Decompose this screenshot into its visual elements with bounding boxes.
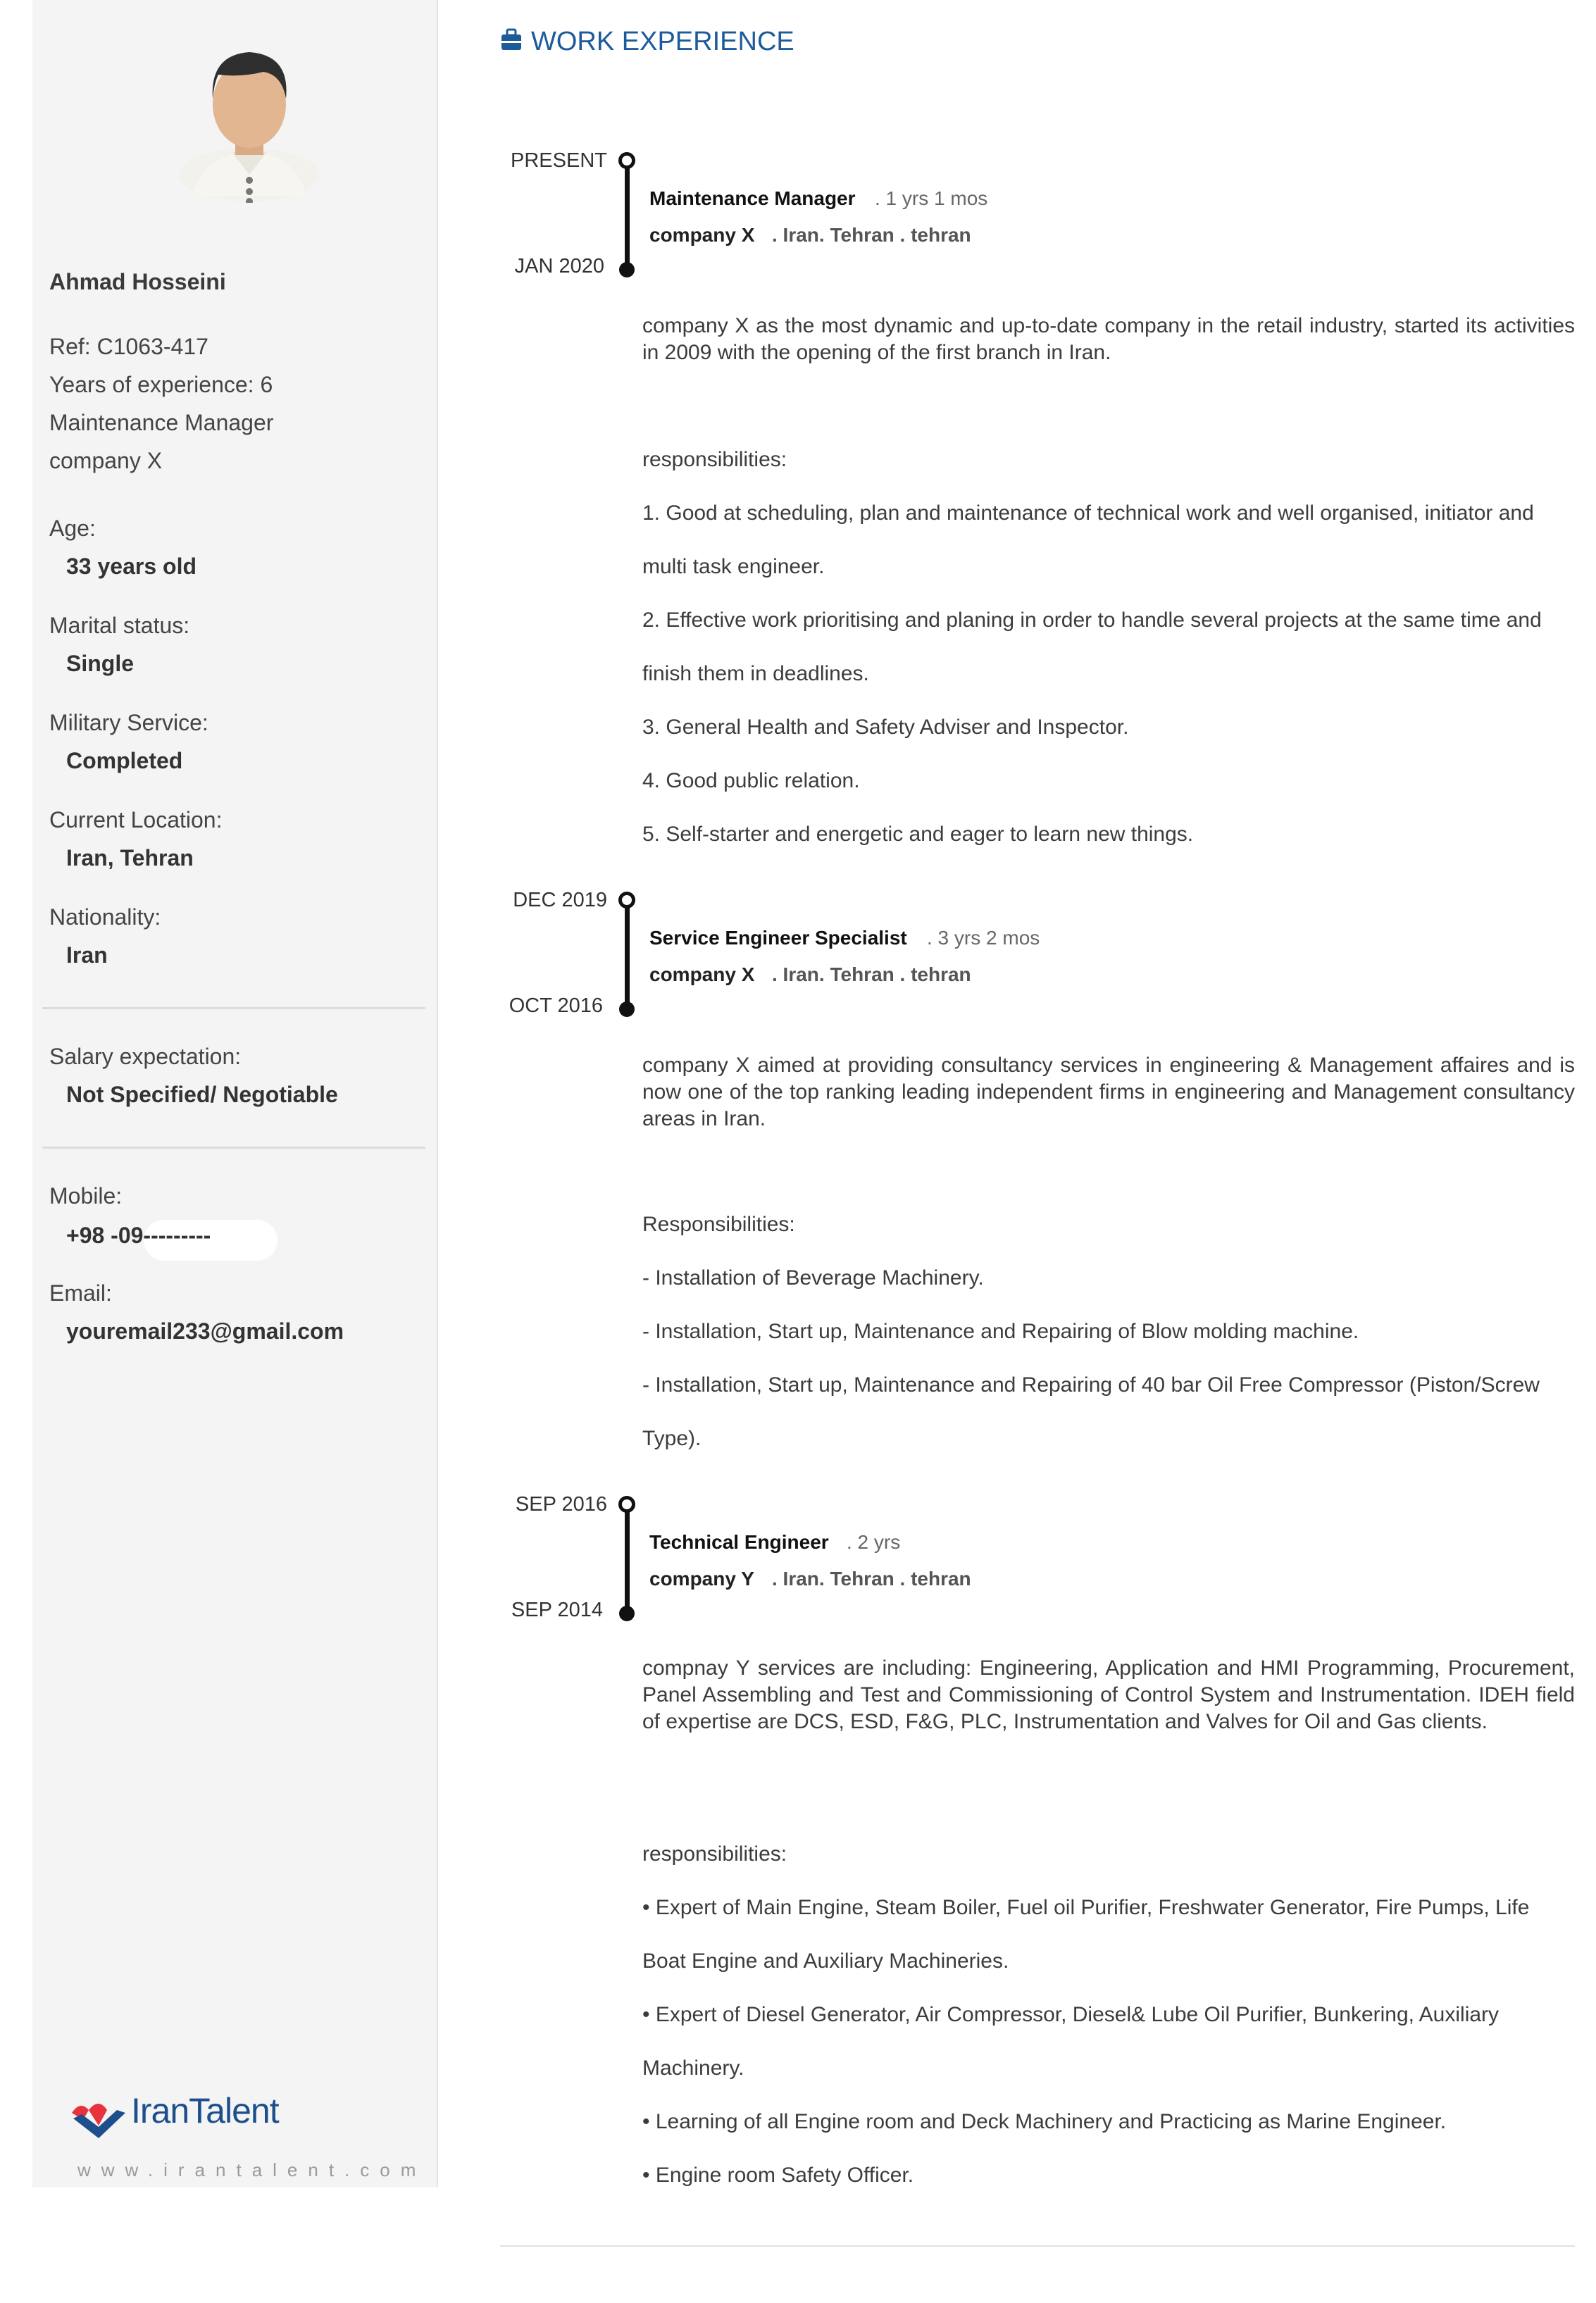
irantalent-logo-icon (68, 2092, 131, 2141)
profile-sidebar (32, 0, 438, 2187)
timeline-marker (617, 152, 637, 277)
military-service-label: Military Service: (49, 710, 208, 735)
location-value: Iran, Tehran (66, 845, 194, 870)
marital-status-value: Single (66, 651, 135, 676)
job-company: company X (649, 963, 755, 985)
job-line: • Expert of Main Engine, Steam Boiler, Fuel oil Purifier, Freshwater Generator, Fire Pumps, Life (642, 1896, 1530, 1919)
mobile-value: +98 -09--------- (66, 1223, 211, 1248)
job-line: - Installation of Beverage Machinery. (642, 1266, 984, 1290)
email-label: Email: (49, 1280, 112, 1306)
marital-status-label: Marital status: (49, 613, 190, 638)
timeline-marker (617, 1496, 637, 1621)
divider (42, 1007, 425, 1009)
email-value[interactable]: youremail233@gmail.com (66, 1318, 344, 1344)
job-title: Technical Engineer (649, 1531, 829, 1553)
salary-label: Salary expectation: (49, 1044, 242, 1069)
brand-name: IranTalent (131, 2091, 279, 2130)
job-end-date: DEC 2019 (513, 889, 607, 911)
salary-value: Not Specified/ Negotiable (66, 1082, 338, 1107)
nationality-value: Iran (66, 942, 108, 968)
job-line: 5. Self-starter and energetic and eager to learn new things. (642, 823, 1194, 846)
job-description: company X as the most dynamic and up-to-date company in the retail industry, started its activities in 2009 with the opening of the first branch in Iran. (642, 314, 1575, 364)
job-line: - Installation, Start up, Maintenance and Repairing of Blow molding machine. (642, 1320, 1359, 1343)
nationality-label: Nationality: (49, 904, 161, 930)
location-label: Current Location: (49, 807, 223, 832)
job-line: 1. Good at scheduling, plan and maintenance of technical work and well organised, initiator and (642, 501, 1534, 525)
job-line: • Learning of all Engine room and Deck Machinery and Practicing as Marine Engineer. (642, 2110, 1447, 2133)
job-line: • Expert of Diesel Generator, Air Compressor, Diesel& Lube Oil Purifier, Bunkering, Auxiliary (642, 2003, 1500, 2026)
job-line: Type). (642, 1427, 702, 1450)
avatar (158, 34, 341, 203)
age-value: 33 years old (66, 554, 197, 579)
timeline-marker (617, 892, 637, 1017)
years-of-experience: Years of experience: 6 (49, 372, 273, 397)
job-end-date: SEP 2016 (515, 1493, 607, 1516)
job-company: company Y (649, 1568, 754, 1590)
section-title: WORK EXPERIENCE (531, 27, 794, 56)
job-start-date: SEP 2014 (511, 1599, 603, 1621)
candidate-name: Ahmad Hosseini (49, 269, 226, 294)
mobile-label: Mobile: (49, 1183, 123, 1209)
job-duration: . 1 yrs 1 mos (875, 187, 988, 209)
job-description: compnay Y services are including: Engineering, Application and HMI Programming, Procurement, Panel Assembling and Test and Commissioning of Control System and Instrumentation. IDEH field of expertise are DCS, ESD, F&G, PLC, Instrumentation and Valves for Oil and Gas clients. (642, 1656, 1575, 1733)
job-location: . Iran. Tehran . tehran (772, 1568, 971, 1590)
job-line: • Engine room Safety Officer. (642, 2164, 914, 2187)
job-title: Maintenance Manager (649, 187, 856, 209)
current-position: Maintenance Manager (49, 410, 274, 435)
job-line: 2. Effective work prioritising and planing in order to handle several projects at the same time and (642, 608, 1542, 632)
job-line: responsibilities: (642, 448, 787, 471)
military-service-value: Completed (66, 748, 183, 773)
current-company: company X (49, 448, 163, 473)
age-label: Age: (49, 516, 96, 541)
job-line: Responsibilities: (642, 1213, 795, 1236)
job-line: responsibilities: (642, 1842, 787, 1866)
job-duration: . 3 yrs 2 mos (927, 927, 1040, 949)
job-line: finish them in deadlines. (642, 662, 869, 685)
job-line: - Installation, Start up, Maintenance and Repairing of 40 bar Oil Free Compressor (Piston/Screw (642, 1373, 1540, 1397)
job-start-date: OCT 2016 (509, 994, 603, 1017)
bottom-divider (500, 2245, 1575, 2247)
job-line: 4. Good public relation. (642, 769, 860, 792)
job-line: multi task engineer. (642, 555, 825, 578)
job-location: . Iran. Tehran . tehran (772, 963, 971, 985)
divider (42, 1147, 425, 1149)
website-link[interactable]: www.irantalent.com (77, 2159, 427, 2180)
job-line: Machinery. (642, 2057, 744, 2080)
job-end-date: PRESENT (511, 149, 607, 172)
reference-number: Ref: C1063-417 (49, 334, 208, 359)
job-line: 3. General Health and Safety Adviser and Inspector. (642, 716, 1129, 739)
job-company: company X (649, 224, 755, 246)
job-title: Service Engineer Specialist (649, 927, 907, 949)
job-start-date: JAN 2020 (514, 255, 604, 277)
job-description: company X aimed at providing consultancy services in engineering & Management affaires and is now one of the top ranking leading independent firms in engineering and Management consultancy areas in Iran. (642, 1054, 1575, 1130)
job-duration: . 2 yrs (847, 1531, 901, 1553)
job-location: . Iran. Tehran . tehran (772, 224, 971, 246)
job-line: Boat Engine and Auxiliary Machineries. (642, 1949, 1009, 1973)
briefcase-icon (500, 28, 523, 52)
